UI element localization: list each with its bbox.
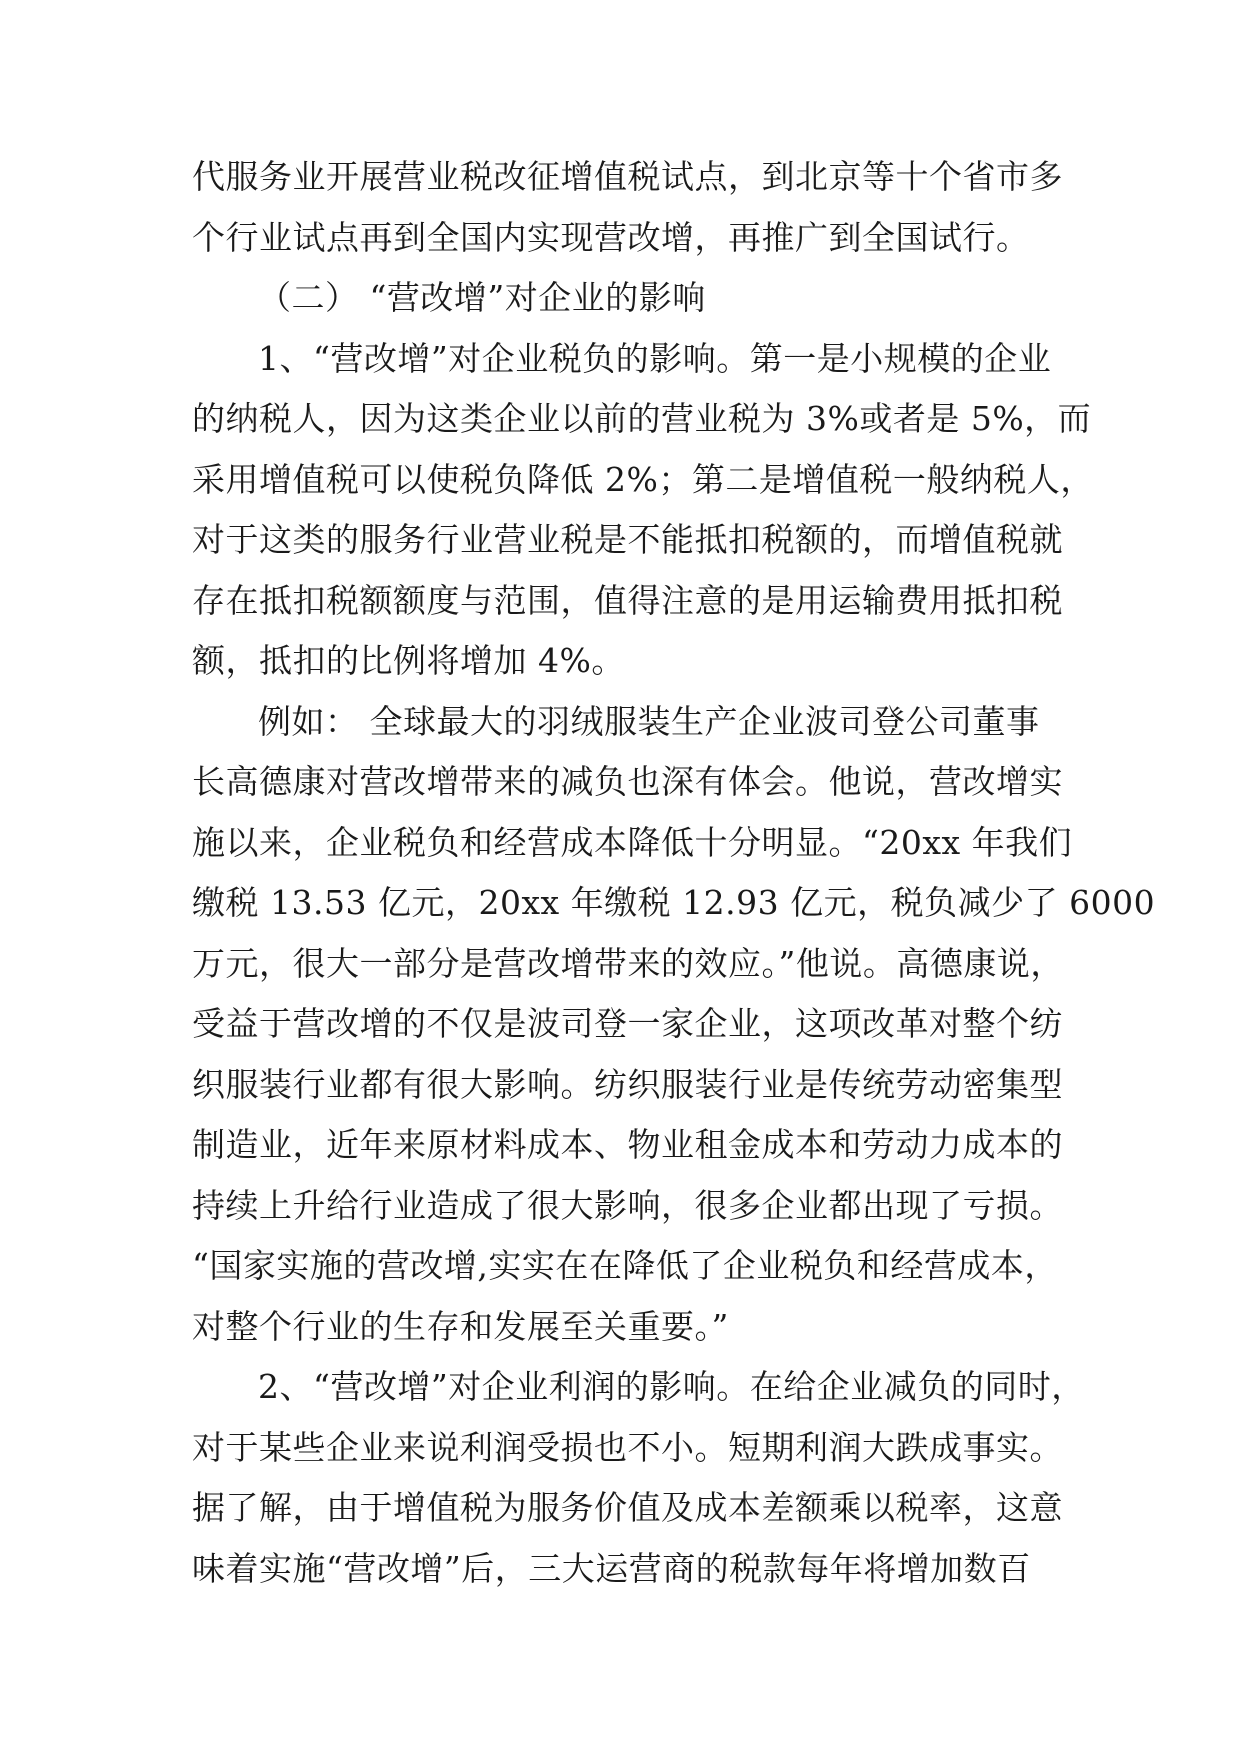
text-line: 2、“营改增”对企业利润的影响。在给企业减负的同时， [258,1367,1085,1406]
text-line: 1、“营改增”对企业税负的影响。第一是小规模的企业 [258,338,1052,378]
text-line: 万元，很大一部分是营改增带来的效应。”他说。高德康说， [192,943,1064,983]
document-body [192,147,1156,1599]
text-line: 额，抵扣的比例将增加 4%。 [192,641,625,680]
text-line: “国家实施的营改增,实实在在降低了企业税负和经营成本， [192,1246,1058,1285]
text-line: 长高德康对营改增带来的减负也深有体会。他说，营改增实 [192,762,1063,801]
text-line: 例如： 全球最大的羽绒服装生产企业波司登公司董事 [258,701,1040,741]
text-line: 的纳税人，因为这类企业以前的营业税为 3%或者是 5%，而 [192,399,1092,438]
text-line: 施以来，企业税负和经营成本降低十分明显。“20xx 年我们 [192,822,1073,862]
text-line: 制造业，近年来原材料成本、物业租金成本和劳动力成本的 [192,1125,1063,1164]
text-line: 缴税 13.53 亿元，20xx 年缴税 12.93 亿元，税负减少了 6000 [192,883,1156,922]
text-line: 据了解，由于增值税为服务价值及成本差额乘以税率，这意 [192,1488,1063,1527]
text-line: 对于这类的服务行业营业税是不能抵扣税额的，而增值税就 [192,520,1063,559]
text-line: 个行业试点再到全国内实现营改增，再推广到全国试行。 [192,217,1030,257]
text-line: 对于某些企业来说利润受损也不小。短期利润大跌成事实。 [192,1427,1063,1467]
text-line: 存在抵扣税额额度与范围，值得注意的是用运输费用抵扣税 [192,580,1063,620]
text-line: 持续上升给行业造成了很大影响，很多企业都出现了亏损。 [192,1185,1063,1225]
text-line: 采用增值税可以使税负降低 2%；第二是增值税一般纳税人， [192,459,1094,499]
text-line: 织服装行业都有很大影响。纺织服装行业是传统劳动密集型 [192,1064,1063,1104]
text-line: 代服务业开展营业税改征增值税试点，到北京等十个省市多 [192,157,1063,196]
text-line: 受益于营改增的不仅是波司登一家企业，这项改革对整个纺 [192,1004,1063,1043]
text-line: 味着实施“营改增”后，三大运营商的税款每年将增加数百 [192,1548,1031,1588]
text-line: 对整个行业的生存和发展至关重要。” [192,1306,729,1346]
section-heading: （二） “营改增”对企业的影响 [258,278,706,317]
